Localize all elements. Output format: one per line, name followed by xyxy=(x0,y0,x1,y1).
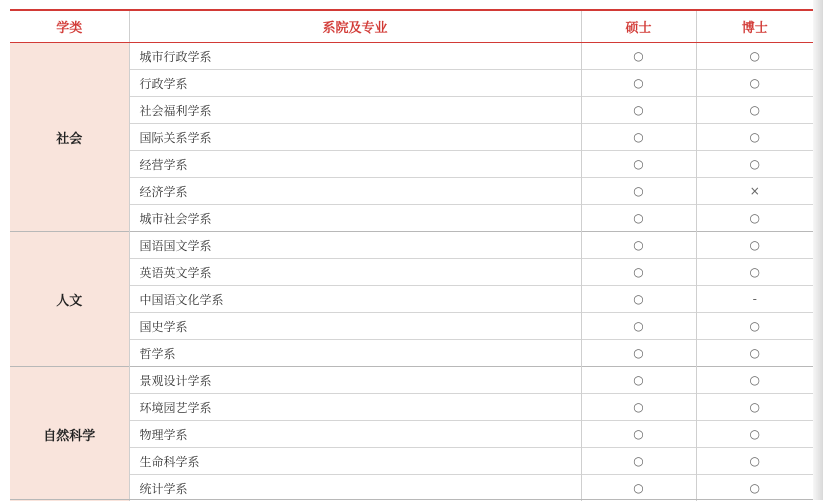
master-availability-cell: ○ xyxy=(581,313,696,340)
doctor-availability-cell: ○ xyxy=(696,367,813,394)
table-row xyxy=(10,259,813,286)
table-row xyxy=(10,205,813,232)
doctor-availability-cell: ○ xyxy=(696,151,813,178)
master-availability-cell: ○ xyxy=(581,124,696,151)
department-cell: 景观设计学系 xyxy=(129,367,581,394)
department-cell: 国史学系 xyxy=(129,313,581,340)
master-availability-cell: ○ xyxy=(581,448,696,475)
table-body xyxy=(10,43,813,501)
header-master: 硕士 xyxy=(581,11,696,43)
doctor-availability-cell: ○ xyxy=(696,394,813,421)
table-row xyxy=(10,475,813,501)
department-cell: 国际关系学系 xyxy=(129,124,581,151)
doctor-availability-cell: ○ xyxy=(696,448,813,475)
header-department: 系院及专业 xyxy=(129,11,581,43)
department-cell: 统计学系 xyxy=(129,475,581,501)
doctor-availability-cell: ○ xyxy=(696,340,813,367)
department-cell: 经营学系 xyxy=(129,151,581,178)
department-cell: 哲学系 xyxy=(129,340,581,367)
table-row xyxy=(10,151,813,178)
doctor-availability-cell: ○ xyxy=(696,232,813,259)
doctor-availability-cell: ○ xyxy=(696,259,813,286)
master-availability-cell: ○ xyxy=(581,43,696,70)
table-row xyxy=(10,313,813,340)
department-cell: 行政学系 xyxy=(129,70,581,97)
master-availability-cell: ○ xyxy=(581,475,696,501)
table-row xyxy=(10,70,813,97)
program-table xyxy=(10,11,813,501)
doctor-availability-cell: ○ xyxy=(696,97,813,124)
department-cell: 社会福利学系 xyxy=(129,97,581,124)
category-cell: 自然科学 xyxy=(10,367,129,501)
table-row xyxy=(10,124,813,151)
table-row xyxy=(10,367,813,394)
doctor-availability-cell: ○ xyxy=(696,205,813,232)
department-cell: 生命科学系 xyxy=(129,448,581,475)
master-availability-cell: ○ xyxy=(581,286,696,313)
department-cell: 城市行政学系 xyxy=(129,43,581,70)
master-availability-cell: ○ xyxy=(581,178,696,205)
table-row xyxy=(10,232,813,259)
table-row xyxy=(10,394,813,421)
category-cell: 人文 xyxy=(10,232,129,367)
master-availability-cell: ○ xyxy=(581,232,696,259)
master-availability-cell: ○ xyxy=(581,367,696,394)
header-doctor: 博士 xyxy=(696,11,813,43)
master-availability-cell: ○ xyxy=(581,421,696,448)
doctor-availability-cell: × xyxy=(696,178,813,205)
doctor-availability-cell: - xyxy=(696,286,813,313)
table-row xyxy=(10,43,813,70)
doctor-availability-cell: ○ xyxy=(696,70,813,97)
master-availability-cell: ○ xyxy=(581,97,696,124)
doctor-availability-cell: ○ xyxy=(696,475,813,501)
table-header-row xyxy=(10,11,813,43)
table-row xyxy=(10,340,813,367)
doctor-availability-cell: ○ xyxy=(696,124,813,151)
page-edge-shadow xyxy=(813,0,823,500)
department-cell: 英语英文学系 xyxy=(129,259,581,286)
table-row xyxy=(10,448,813,475)
department-cell: 经济学系 xyxy=(129,178,581,205)
master-availability-cell: ○ xyxy=(581,340,696,367)
master-availability-cell: ○ xyxy=(581,259,696,286)
table-row xyxy=(10,421,813,448)
department-cell: 物理学系 xyxy=(129,421,581,448)
category-cell: 社会 xyxy=(10,43,129,232)
department-cell: 国语国文学系 xyxy=(129,232,581,259)
table-row xyxy=(10,97,813,124)
master-availability-cell: ○ xyxy=(581,205,696,232)
doctor-availability-cell: ○ xyxy=(696,43,813,70)
department-cell: 环境园艺学系 xyxy=(129,394,581,421)
header-category: 学类 xyxy=(10,11,129,43)
department-cell: 中国语文化学系 xyxy=(129,286,581,313)
master-availability-cell: ○ xyxy=(581,70,696,97)
master-availability-cell: ○ xyxy=(581,394,696,421)
table-row xyxy=(10,178,813,205)
master-availability-cell: ○ xyxy=(581,151,696,178)
table-row xyxy=(10,286,813,313)
doctor-availability-cell: ○ xyxy=(696,421,813,448)
doctor-availability-cell: ○ xyxy=(696,313,813,340)
department-cell: 城市社会学系 xyxy=(129,205,581,232)
